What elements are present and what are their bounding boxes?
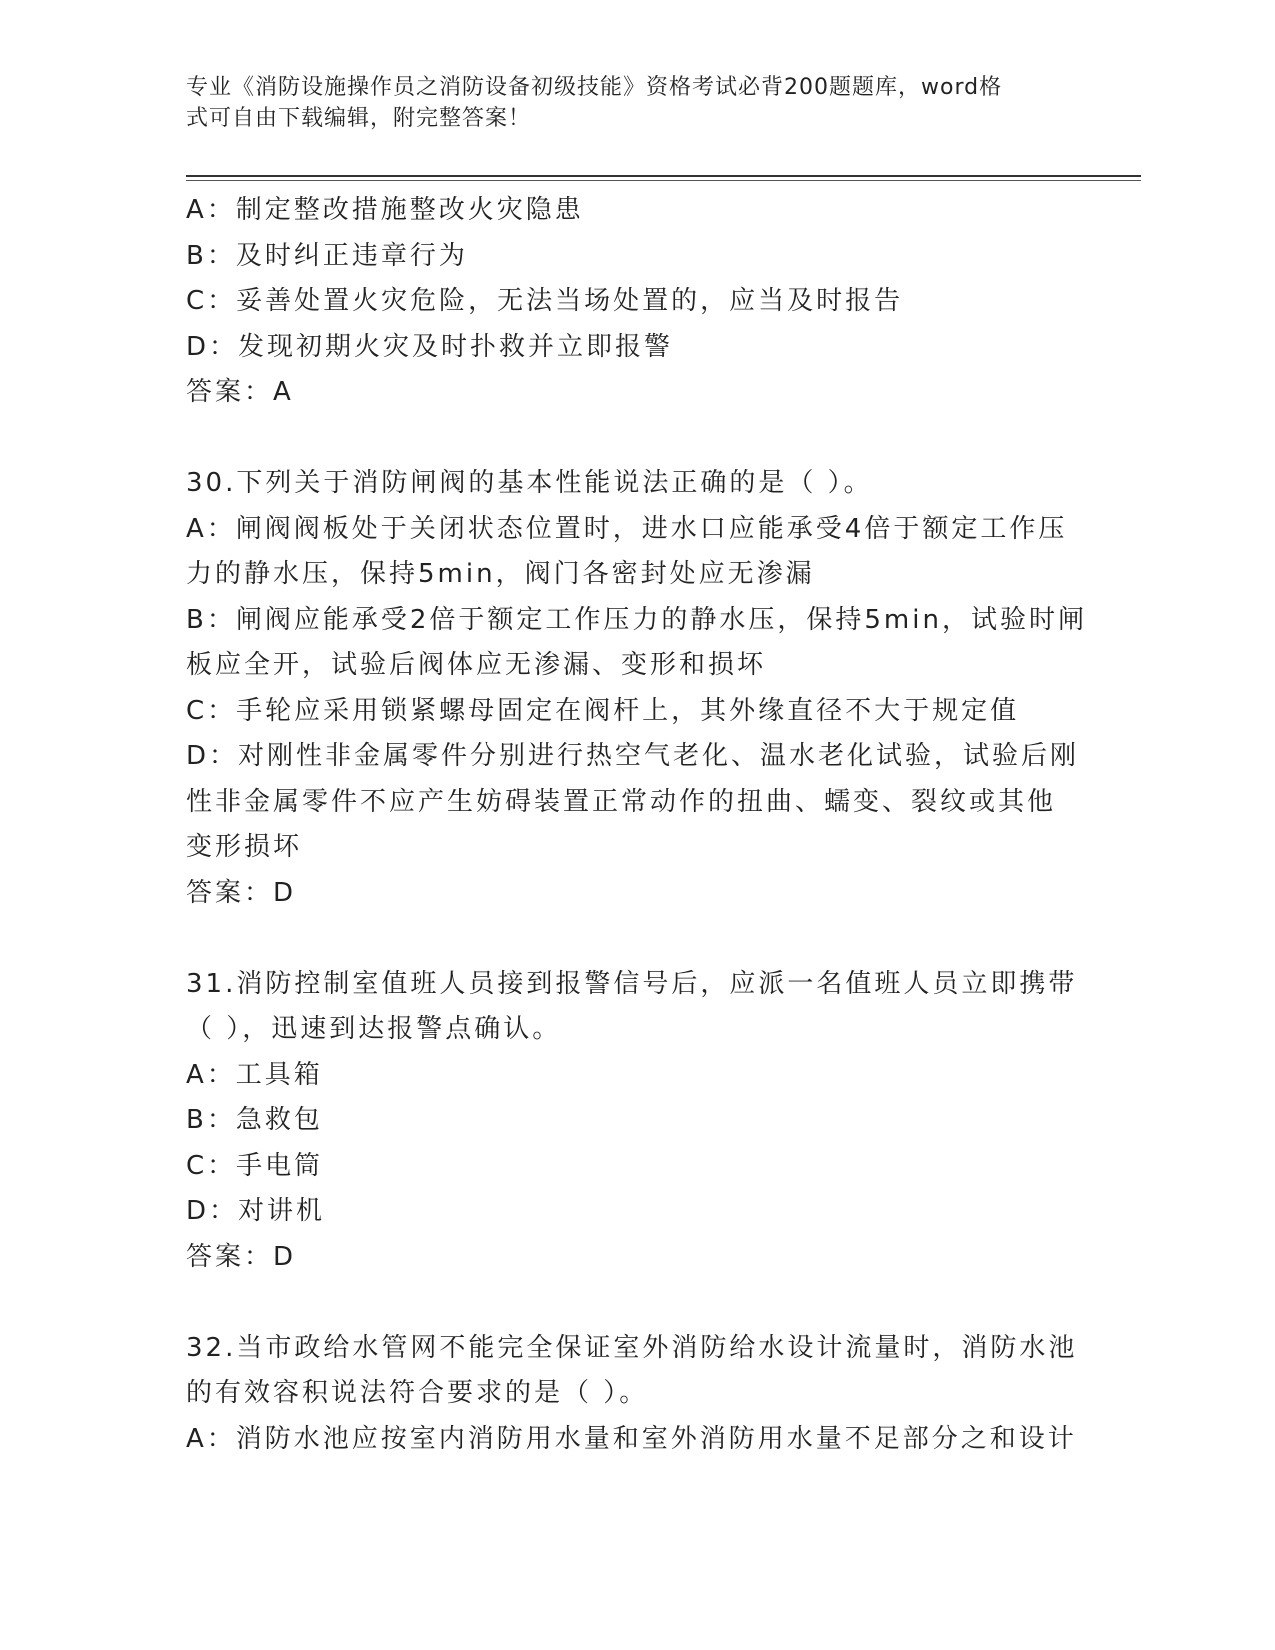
option-d-continued: 性非金属零件不应产生妨碍装置正常动作的扭曲、蠕变、裂纹或其他 [186,786,1057,817]
option-c: C：妥善处置火灾危险，无法当场处置的，应当及时报告 [186,286,904,316]
option-c: C：手电筒 [186,1150,324,1181]
option-a: A：闸阀阀板处于关闭状态位置时，进水口应能承受4倍于额定工作压 [186,513,1068,544]
answer: 答案：D [186,877,297,908]
header-divider-thick [186,175,1141,177]
option-d: D：对刚性非金属零件分别进行热空气老化、温水老化试验，试验后刚 [186,741,1080,771]
question-30-block [186,461,1086,916]
spacer [186,416,1086,462]
question-content [186,188,1086,1462]
option-b-continued: 板应全开，试验后阀体应无渗漏、变形和损坏 [186,650,767,680]
spacer [186,1280,1086,1326]
question-stem: 32.当市政给水管网不能完全保证室外消防给水设计流量时，消防水池 [186,1332,1078,1363]
question-stem: 31.消防控制室值班人员接到报警信号后，应派一名值班人员立即携带 [186,968,1078,999]
header-line-2: 式可自由下载编辑，附完整答案！ [186,106,532,131]
option-b: B：急救包 [186,1105,323,1135]
question-31-block [186,962,1086,1281]
option-a: A：工具箱 [186,1059,323,1090]
header-line-1: 专业《消防设施操作员之消防设备初级技能》资格考试必背200题题库，word格 [186,75,1003,100]
spacer [186,916,1086,962]
option-a: A：制定整改措施整改火灾隐患 [186,195,584,225]
question-stem-continued: （ ），迅速到达报警点确认。 [186,1014,562,1044]
prev-question-block [186,188,1086,416]
question-stem-continued: 的有效容积说法符合要求的是（ ）。 [186,1378,649,1408]
option-d-continued-2: 变形损坏 [186,832,303,862]
option-c: C：手轮应采用锁紧螺母固定在阀杆上，其外缘直径不大于规定值 [186,695,1020,726]
option-b: B：闸阀应能承受2倍于额定工作压力的静水压，保持5min，试验时闸 [186,604,1087,635]
answer: 答案：A [186,377,294,407]
question-stem: 30.下列关于消防闸阀的基本性能说法正确的是（ ）。 [186,468,873,498]
header-divider-thin [186,180,1141,181]
option-b: B：及时纠正违章行为 [186,240,468,271]
answer: 答案：D [186,1241,297,1272]
option-a: A：消防水池应按室内消防用水量和室外消防用水量不足部分之和设计 [186,1423,1077,1454]
document-header [186,72,1066,134]
question-32-block [186,1326,1086,1463]
option-d: D：发现初期火灾及时扑救并立即报警 [186,331,674,362]
option-d: D：对讲机 [186,1196,326,1226]
option-a-continued: 力的静水压，保持5min，阀门各密封处应无渗漏 [186,559,815,589]
